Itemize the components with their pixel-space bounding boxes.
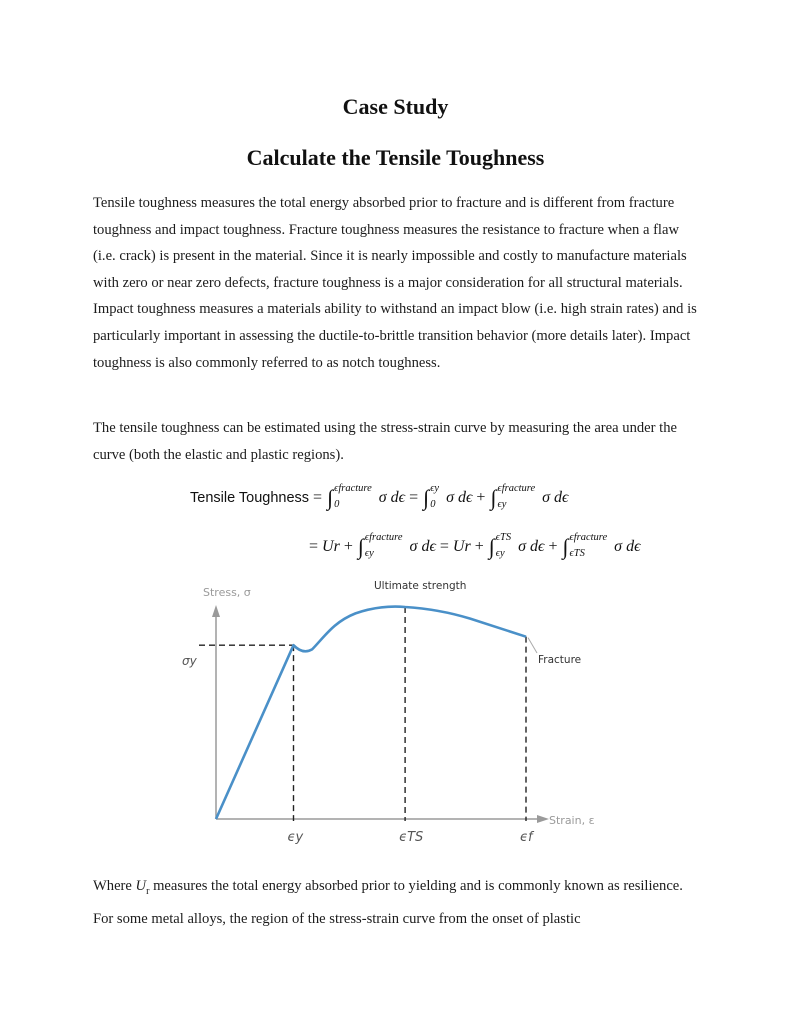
annotation-fracture: Fracture	[538, 654, 582, 666]
x-tick-label: ϵTS	[399, 830, 424, 845]
x-axis-label: Strain, ε	[549, 814, 595, 827]
x-tick-label: ϵf	[520, 830, 533, 845]
y-axis-label: Stress, σ	[203, 586, 251, 599]
stress-strain-curve	[216, 607, 526, 819]
annotation-sigma-y: σy	[182, 654, 197, 668]
stress-strain-chart	[177, 573, 609, 858]
annotation-ultimate-strength: Ultimate strength	[374, 580, 467, 592]
paragraph-tensile-toughness: Tensile toughness measures the total energy absorbed prior to fracture and is different from fracture toughness and impact toughness. Fracture toughness measures the resistance to fracture when a flaw (i.e. crack) is present in the material. Since it is nearly impossible and costly to manufacture materials with zero or near zero defects, fracture toughness is a major consideration for all structural materials. Impact toughness measures a materials ability to withstand an impact blow (i.e. high strain rates) and is particularly important in assessing the ductile-to-brittle transition behavior (more details later). Impact toughness is also commonly referred to as notch toughness.	[93, 195, 697, 371]
x-tick-label: ϵy	[287, 830, 304, 845]
fracture-leader-line	[528, 638, 537, 653]
paragraph-stress-strain: The tensile toughness can be estimated using the stress-strain curve by measuring the area under the curve (both the elastic and plastic regions).	[93, 420, 677, 463]
y-axis-arrow	[212, 605, 220, 617]
equation-line-2: = Ur + ∫ ϵfracture ϵy σ dϵ = Ur + ∫ ϵTS ϵy σ dϵ + ∫ ϵfracture ϵTS σ dϵ	[309, 532, 641, 560]
equation-label: Tensile Toughness	[190, 490, 310, 506]
paragraph-resilience: Where $U_r$ measures the total energy absorbed prior to yielding and is commonly known as resilience. For some metal alloys, the region of the stress-strain curve from the onset of plastic	[93, 878, 683, 927]
page-subtitle: Calculate the Tensile Toughness	[246, 145, 545, 170]
page-title: Case Study	[342, 94, 449, 119]
x-axis-arrow	[537, 815, 549, 823]
equation-line-1: Tensile Toughness = ∫ ϵfracture 0 σ dϵ = ∫ ϵy 0 σ dϵ + ∫ ϵfracture ϵy σ dϵ	[190, 483, 569, 511]
